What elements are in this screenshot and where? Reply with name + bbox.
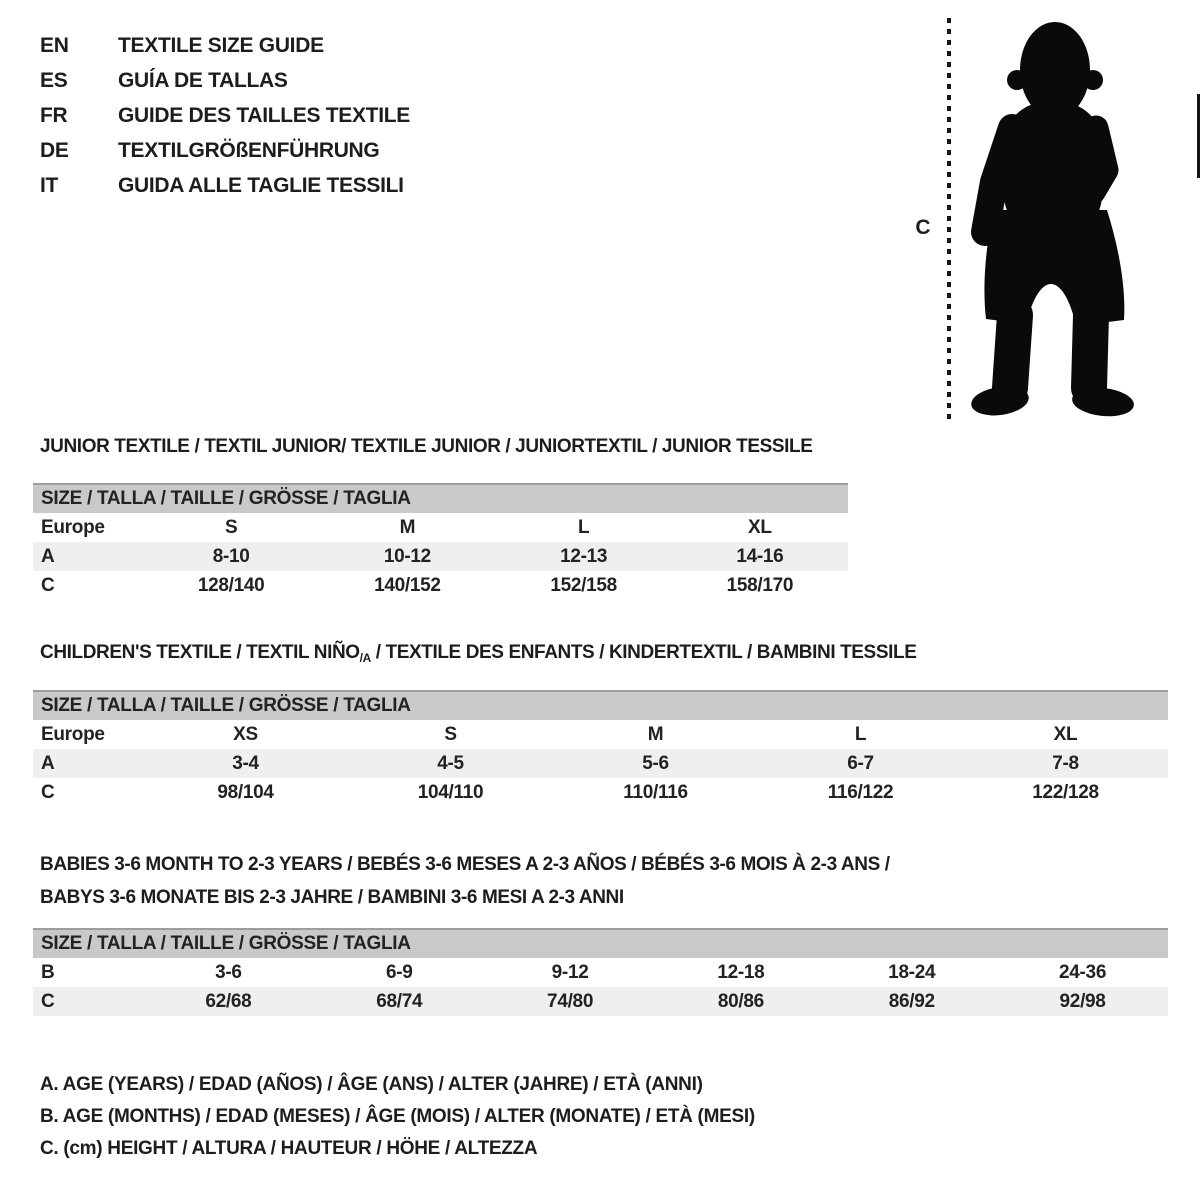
table-cell: 4-5 (437, 752, 464, 774)
table-cell: M (399, 516, 416, 538)
row-label: C (41, 990, 55, 1012)
language-row (40, 168, 410, 203)
row-label: Europe (41, 516, 105, 538)
height-dimension-label: C (915, 216, 931, 239)
table-cell: XS (233, 723, 258, 745)
junior-size-table (33, 483, 848, 600)
language-code: IT (40, 173, 59, 197)
table-cell: 24-36 (1059, 961, 1107, 983)
children-section-title (40, 642, 916, 665)
table-row (33, 513, 848, 542)
table-cell: 68/74 (376, 990, 423, 1012)
language-code: ES (40, 68, 68, 92)
row-label: B (41, 961, 55, 983)
babies-section-title-line2: BABYS 3-6 MONATE BIS 2-3 JAHRE / BAMBINI 3-6 MESI A 2-3 ANNI (40, 887, 624, 908)
row-label: C (41, 574, 55, 596)
guide-title-en: TEXTILE SIZE GUIDE (118, 33, 324, 57)
table-cell: 98/104 (217, 781, 274, 803)
table-cell: XL (748, 516, 772, 538)
table-cell: S (224, 516, 238, 538)
table-cell: 3-4 (232, 752, 259, 774)
table-cell: 3-6 (215, 961, 242, 983)
table-cell: 7-8 (1052, 752, 1079, 774)
language-row (40, 98, 410, 133)
language-row (40, 28, 410, 63)
row-label: C (41, 781, 55, 803)
table-cell: 128/140 (197, 574, 265, 596)
language-title-block (40, 28, 410, 203)
table-cell: M (647, 723, 664, 745)
table-cell: 12-18 (717, 961, 765, 983)
table-cell: 6-9 (385, 961, 413, 983)
junior-section-title: JUNIOR TEXTILE / TEXTIL JUNIOR/ TEXTILE JUNIOR / JUNIORTEXTIL / JUNIOR TESSILE (40, 436, 813, 457)
size-header-band: SIZE / TALLA / TAILLE / GRÖSSE / TAGLIA (33, 483, 848, 513)
table-row (33, 958, 1168, 987)
table-cell: 74/80 (547, 990, 594, 1012)
table-row (33, 749, 1168, 778)
table-row (33, 542, 848, 571)
table-cell: 8-10 (212, 545, 250, 567)
table-cell: 6-7 (847, 752, 874, 774)
size-header-band: SIZE / TALLA / TAILLE / GRÖSSE / TAGLIA (33, 690, 1168, 720)
table-cell: 14-16 (736, 545, 784, 567)
table-cell: 122/128 (1032, 781, 1099, 803)
table-cell: XL (1053, 723, 1078, 745)
language-code: EN (40, 33, 69, 57)
toddler-silhouette-icon (962, 20, 1138, 422)
table-row (33, 778, 1168, 807)
table-cell: 62/68 (205, 990, 252, 1012)
table-cell: 152/158 (550, 574, 617, 596)
language-row (40, 133, 410, 168)
table-cell: L (577, 516, 590, 538)
table-cell: 18-24 (888, 961, 936, 983)
table-row (33, 987, 1168, 1016)
table-cell: 9-12 (551, 961, 589, 983)
language-code: FR (40, 103, 68, 127)
legend-age-years: A. AGE (YEARS) / EDAD (AÑOS) / ÂGE (ANS) / ALTER (JAHRE) / ETÀ (ANNI) (40, 1074, 703, 1095)
children-title-prefix: CHILDREN'S TEXTILE / TEXTIL NIÑO (40, 642, 360, 663)
table-cell: 104/110 (417, 781, 484, 803)
children-size-table (33, 690, 1168, 807)
table-cell: 110/116 (623, 781, 688, 803)
guide-title-it: GUIDA ALLE TAGLIE TESSILI (118, 173, 404, 197)
table-cell: S (444, 723, 457, 745)
babies-section-title-line1: BABIES 3-6 MONTH TO 2-3 YEARS / BEBÉS 3-6 MESES A 2-3 AÑOS / BÉBÉS 3-6 MOIS À 2-3 ANS / (40, 854, 890, 875)
table-cell: 12-13 (560, 545, 608, 567)
children-title-suffix: / TEXTILE DES ENFANTS / KINDERTEXTIL / BAMBINI TESSILE (370, 642, 917, 663)
legend-block (40, 1074, 755, 1170)
language-code: DE (40, 138, 69, 162)
guide-title-fr: GUIDE DES TAILLES TEXTILE (118, 103, 410, 127)
row-label: A (41, 545, 55, 567)
row-label: Europe (41, 723, 105, 745)
row-label: A (41, 752, 55, 774)
table-cell: L (854, 723, 867, 745)
size-header-band: SIZE / TALLA / TAILLE / GRÖSSE / TAGLIA (33, 928, 1168, 958)
table-cell: 86/92 (888, 990, 935, 1012)
nino-a-subscript: /A (359, 651, 371, 665)
table-cell: 140/152 (374, 574, 441, 596)
guide-title-es: GUÍA DE TALLAS (118, 68, 288, 92)
table-row (33, 571, 848, 600)
table-cell: 80/86 (717, 990, 764, 1012)
babies-size-table (33, 928, 1168, 1016)
language-row (40, 63, 410, 98)
height-measure-dashed-line (947, 18, 951, 422)
table-row (33, 720, 1168, 749)
legend-age-months: B. AGE (MONTHS) / EDAD (MESES) / ÂGE (MOIS) / ALTER (MONATE) / ETÀ (MESI) (40, 1106, 755, 1127)
table-cell: 5-6 (642, 752, 669, 774)
table-cell: 10-12 (383, 545, 431, 567)
table-cell: 92/98 (1059, 990, 1106, 1012)
table-cell: 158/170 (726, 574, 794, 596)
table-cell: 116/122 (827, 781, 894, 803)
legend-height: C. (cm) HEIGHT / ALTURA / HAUTEUR / HÖHE / ALTEZZA (40, 1138, 538, 1159)
guide-title-de: TEXTILGRÖßENFÜHRUNG (118, 138, 380, 162)
